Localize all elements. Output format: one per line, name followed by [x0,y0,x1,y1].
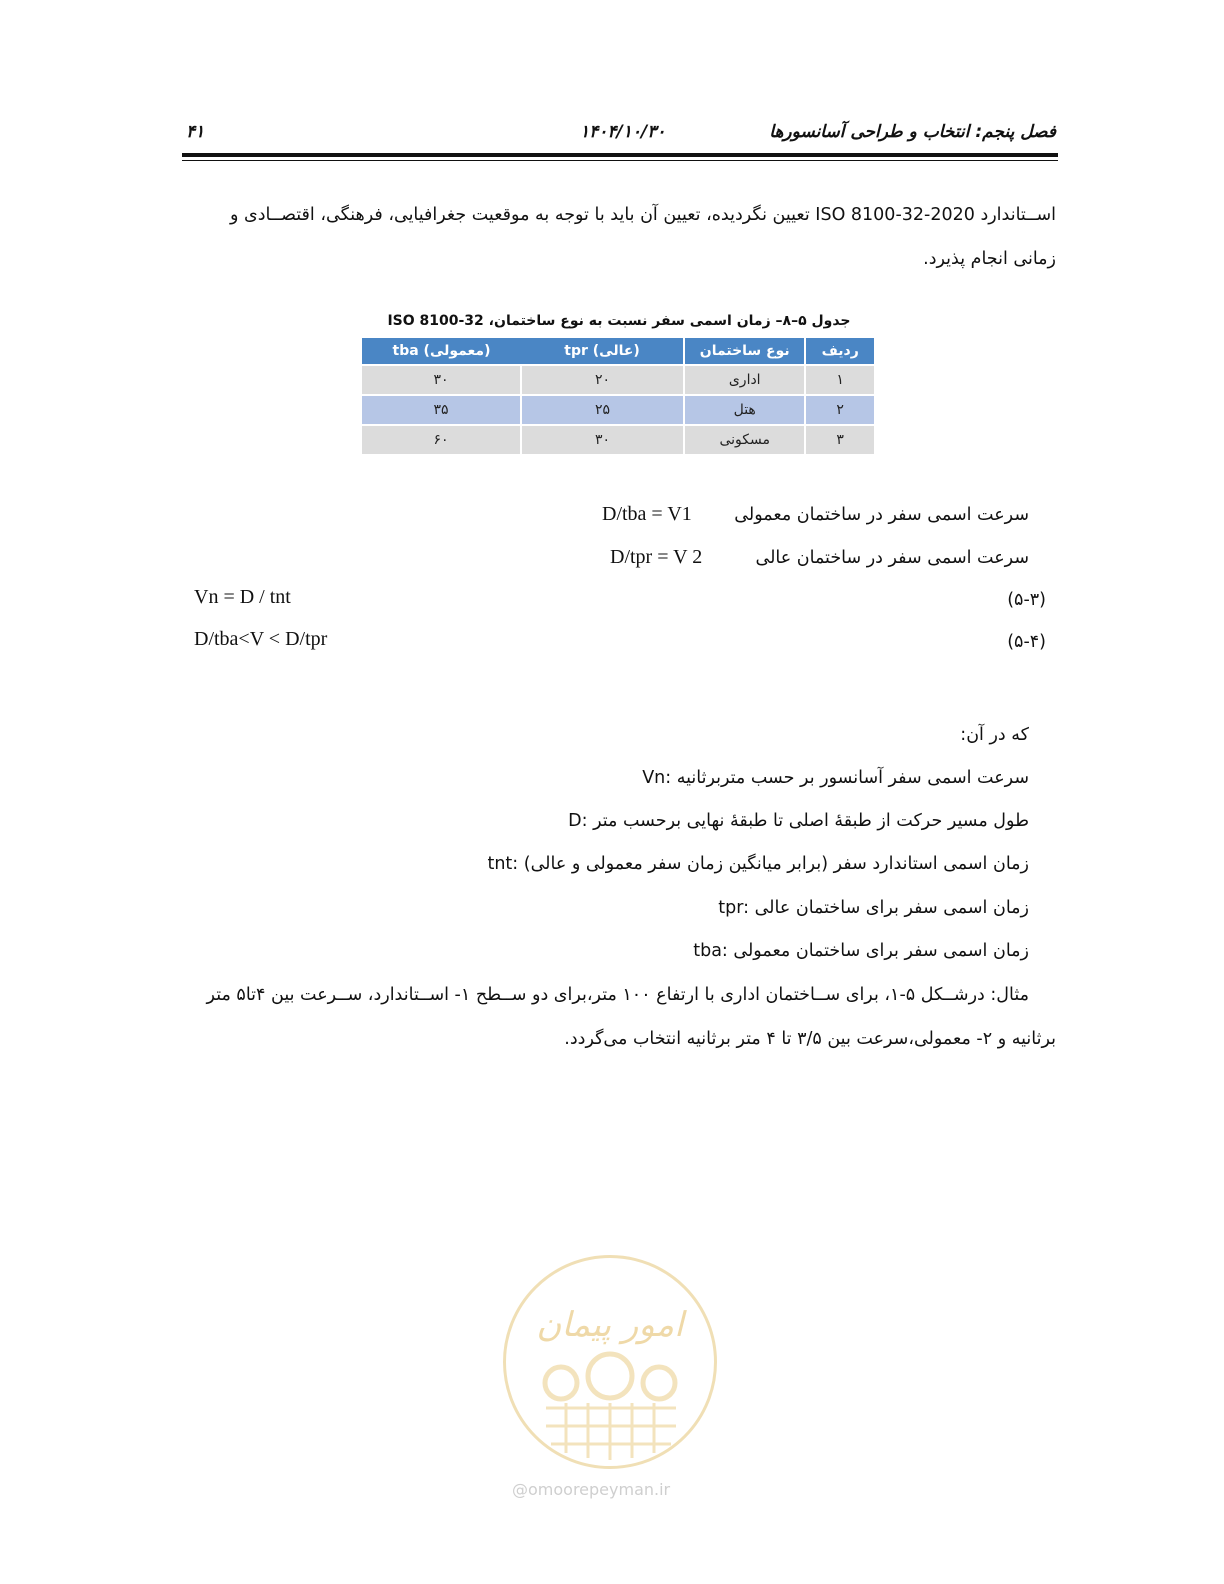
watermark-logo [503,1255,717,1469]
v1-label: سرعت اسمی سفر در ساختمان معمولی [734,505,1029,525]
header-date: ۱۴۰۴/۱۰/۳۰ [580,122,666,142]
table-row [362,365,875,395]
cell-tba: ۳۰ [362,365,521,395]
def-tba: tba: زمان اسمی سفر برای ساختمان معمولی [693,941,1029,961]
eq3-formula: Vn = D / tnt [194,586,291,608]
cell-index: ۳ [805,425,875,454]
chapter-title: فصل پنجم: انتخاب و طراحی آسانسورها [769,122,1056,142]
definitions-intro: که در آن: [960,725,1029,745]
header-rule-thick [182,153,1058,157]
cell-index: ۲ [805,395,875,425]
header-rule-thin [182,160,1058,161]
intro-line-2: زمانی انجام پذیرد. [923,249,1056,269]
col-header-index: ردیف [805,338,875,365]
cell-tpr: ۲۵ [521,395,684,425]
cell-tpr: ۲۰ [521,365,684,395]
table-caption: جدول ۵–۸– زمان اسمی سفر نسبت به نوع ساختمان، ISO 8100-32 [387,313,851,329]
cell-building-type: هتل [684,395,805,425]
example-line-2: برثانیه و ۲- معمولی،سرعت بین ۳/۵ تا ۴ متر برثانیه انتخاب می‌گردد. [564,1029,1056,1049]
page-number: ۴۱ [186,122,205,142]
intro-line-1: اســتاندارد ISO 8100-32-2020 تعیین نگردیده، تعیین آن باید با توجه به موقعیت جغرافیایی، فرهنگی، اقتصــادی و [230,205,1056,225]
def-tnt: tnt: زمان اسمی استاندارد سفر (برابر میانگین زمان سفر معمولی و عالی) [487,854,1029,874]
watermark-logo-text: امور پیمان [536,1305,684,1345]
watermark-emblem-icon [506,1258,714,1466]
cell-tpr: ۳۰ [521,425,684,454]
table-row [362,425,875,454]
cell-building-type: اداری [684,365,805,395]
v2-label: سرعت اسمی سفر در ساختمان عالی [755,548,1029,568]
cell-tba: ۳۵ [362,395,521,425]
table-row [362,395,875,425]
watermark-url: @omoorepeyman.ir [512,1480,671,1499]
def-tpr: tpr: زمان اسمی سفر برای ساختمان عالی [718,898,1029,918]
example-line-1: مثال: درشــکل ۵-۱، برای ســاختمان اداری با ارتفاع ۱۰۰ متر،برای دو ســطح ۱- اســتاندارد، ســرعت بین ۴تا۵ متر [206,985,1029,1005]
eq4-number: (۵-۴) [1007,632,1046,652]
cell-index: ۱ [805,365,875,395]
travel-time-table [362,338,876,454]
cell-tba: ۶۰ [362,425,521,454]
v2-formula: D/tpr = V 2 [610,546,703,568]
cell-building-type: مسکونی [684,425,805,454]
col-header-building-type: نوع ساختمان [684,338,805,365]
v1-formula: D/tba = V1 [602,503,692,525]
col-header-tba: (معمولی) tba [362,338,521,365]
table-header-row [362,338,875,365]
col-header-tpr: (عالی) tpr [521,338,684,365]
eq4-formula: D/tba<V < D/tpr [194,628,328,650]
eq3-number: (۵-۳) [1007,590,1046,610]
def-d: D: طول مسیر حرکت از طبقهٔ اصلی تا طبقهٔ نهایی برحسب متر [568,811,1029,831]
def-vn: Vn: سرعت اسمی سفر آسانسور بر حسب متربرثانیه [642,768,1029,788]
